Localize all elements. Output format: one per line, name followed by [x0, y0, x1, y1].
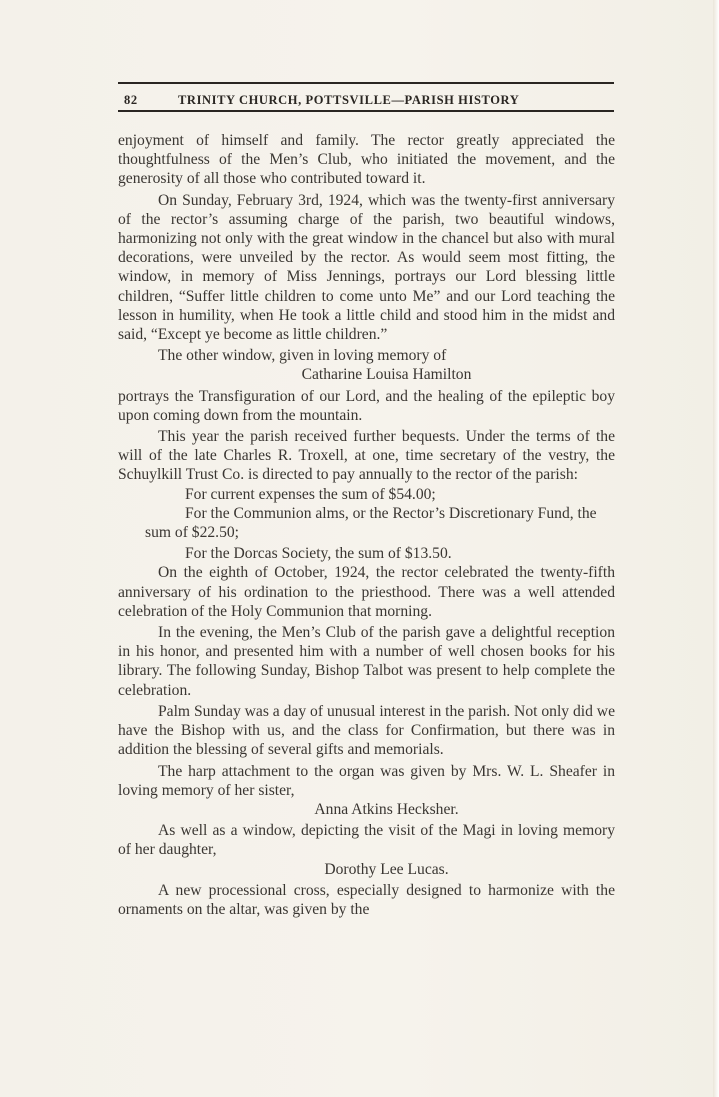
bequest-item: For the Dorcas Society, the sum of $13.50. [185, 545, 452, 563]
body-text [118, 131, 615, 919]
paragraph: On the eighth of October, 1924, the rector celebrated the twenty-fifth anniversary of his ordination to the priesthood. There was a well attended celebration of the Holy Communion that morning. [118, 564, 615, 620]
header-rule-bottom [118, 110, 614, 112]
paragraph: The other window, given in loving memory of [158, 347, 447, 365]
paragraph: Palm Sunday was a day of unusual interest in the parish. Not only did we have the Bishop with us, and the class for Confirmation, but there was in addition the blessing of several gifts and memorials. [118, 702, 615, 759]
memorial-name: Catharine Louisa Hamilton [301, 366, 472, 384]
paragraph: The harp attachment to the organ was given by Mrs. W. L. Sheafer in loving memory of her sister, [118, 762, 615, 799]
paragraph: In the evening, the Men’s Club of the parish gave a delightful reception in his honor, and presented him with a number of well chosen books for his library. The following Sunday, Bishop Talbot was present to help complete the celebration. [118, 624, 615, 699]
paragraph: A new processional cross, especially designed to harmonize with the ornaments on the altar, was given by the [118, 881, 615, 918]
paragraph: portrays the Transfiguration of our Lord, and the healing of the epileptic boy upon coming down from the mountain. [118, 387, 615, 424]
header-rule-top [118, 82, 614, 84]
paragraph: enjoyment of himself and family. The rector greatly appreciated the thoughtfulness of the Men’s Club, who initiated the movement, and the generosity of all those who contributed toward it. [118, 132, 615, 188]
paragraph: On Sunday, February 3rd, 1924, which was the twenty-first anniversary of the rector’s assuming charge of the parish, two beautiful windows, harmonizing not only with the great window in the chancel but also with mural decorations, were unveiled by the rector. As would seem most fitting, the window, in memory of Miss Jennings, portrays our Lord blessing little children, “Suffer little children to come unto Me” and our Lord teaching the lesson in humility, when He took a little child and stood him in the midst and said, “Except ye become as little children.” [118, 191, 615, 344]
paragraph: This year the parish received further bequests. Under the terms of the will of the late Charles R. Troxell, at one, time secretary of the vestry, the Schuylkill Trust Co. is directed to pay annually to the rector of the parish: [118, 428, 615, 484]
running-head: TRINITY CHURCH, POTTSVILLE—PARISH HISTORY [178, 93, 520, 107]
page-number: 82 [124, 93, 138, 107]
paragraph: As well as a window, depicting the visit of the Magi in loving memory of her daughter, [118, 822, 615, 859]
page-edge [713, 0, 719, 1097]
memorial-name: Anna Atkins Hecksher. [314, 800, 459, 818]
memorial-name: Dorothy Lee Lucas. [324, 860, 449, 878]
bequest-item: For the Communion alms, or the Rector’s Discretionary Fund, the sum of $22.50; [145, 504, 597, 542]
bequest-item: For current expenses the sum of $54.00; [185, 485, 436, 503]
